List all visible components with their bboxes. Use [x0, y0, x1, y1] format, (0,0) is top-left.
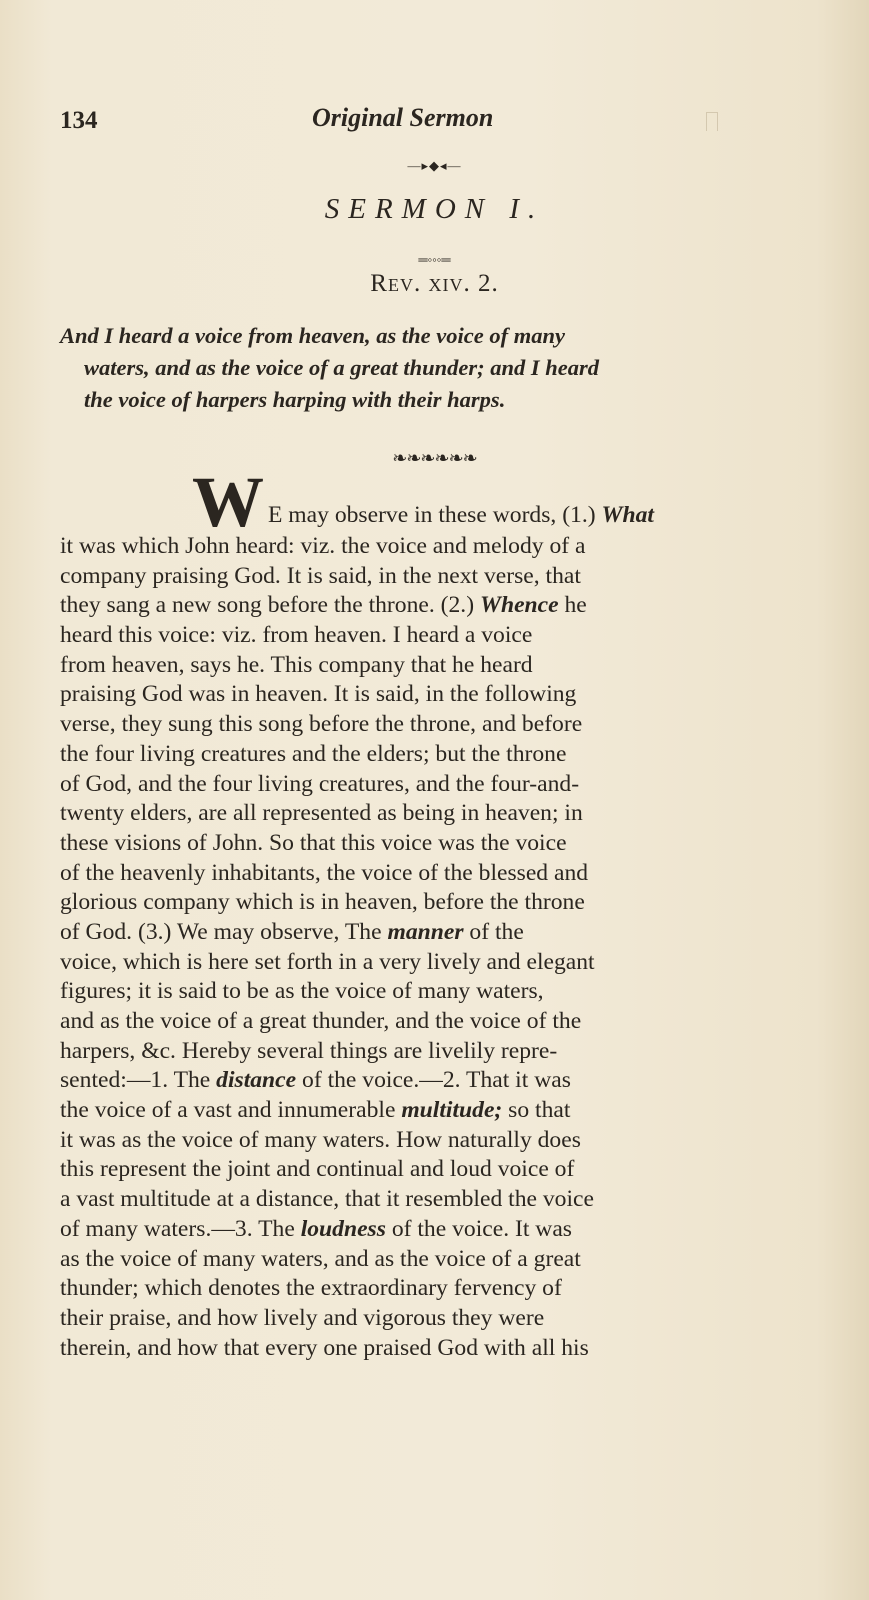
sermon-title: SERMON I. — [324, 193, 545, 225]
scripture-reference: Rev. xiv. 2. — [370, 270, 499, 297]
epigraph-line: waters, and as the voice of a great thunder; and I heard — [84, 355, 600, 380]
running-title: Original Sermon — [312, 103, 494, 132]
body-line: their praise, and how lively and vigorous they were — [60, 1304, 545, 1331]
paper-mark — [706, 112, 718, 131]
body-line-text: E may observe in these words, (1.) — [268, 502, 602, 528]
body-line: these visions of John. So that this voice was the voice — [60, 829, 567, 856]
body-line: twenty elders, are all represented as being in heaven; in — [60, 800, 583, 827]
body-line: this represent the joint and continual and loud voice of — [60, 1156, 575, 1183]
body-line-text: of God. (3.) We may observe, The — [60, 918, 388, 945]
body-line: thunder; which denotes the extraordinary fervency of — [60, 1275, 562, 1302]
body-line: verse, they sung this song before the throne, and before — [60, 711, 583, 738]
body-line-text: so that — [502, 1097, 571, 1124]
body-line-text: he — [558, 592, 587, 619]
body-line-text: the voice of a vast and innumerable — [60, 1097, 402, 1124]
fleuron-divider: ❧❧❧❧❧❧ — [392, 448, 477, 468]
body-line-text: of the voice. It was — [385, 1215, 572, 1242]
body-line: as the voice of many waters, and as the voice of a great — [60, 1245, 581, 1272]
running-head — [60, 103, 850, 143]
page-number: 134 — [60, 107, 98, 134]
body-line: of the heavenly inhabitants, the voice of the blessed and — [60, 859, 589, 886]
body-line-text: sented:—1. The — [60, 1067, 217, 1094]
body-line: voice, which is here set forth in a very lively and elegant — [60, 948, 595, 975]
italic-manner: manner — [387, 918, 464, 945]
body-line: it was as the voice of many waters. How naturally does — [60, 1126, 581, 1153]
ornamental-rule: ═◦◦◦═ — [418, 252, 451, 267]
body-line: company praising God. It is said, in the next verse, that — [60, 562, 581, 589]
body-line-text: of the — [463, 918, 524, 945]
body-line — [60, 1096, 800, 1126]
sermon-body — [60, 462, 800, 1363]
body-line — [60, 591, 800, 621]
italic-multitude: multitude; — [401, 1097, 503, 1124]
body-line-text: of many waters.—3. The — [60, 1215, 301, 1242]
body-line: a vast multitude at a distance, that it resembled the voice — [60, 1186, 594, 1213]
body-line: heard this voice: viz. from heaven. I heard a voice — [60, 622, 533, 649]
body-line: and as the voice of a great thunder, and the voice of the — [60, 1008, 582, 1034]
body-line: praising God was in heaven. It is said, in the following — [60, 681, 577, 708]
epigraph-line: And I heard a voice from heaven, as the voice of many — [60, 323, 565, 348]
body-line: the four living creatures and the elders; but the throne — [60, 740, 567, 767]
body-line: harpers, &c. Hereby several things are livelily repre- — [60, 1037, 558, 1064]
body-line — [60, 462, 800, 542]
body-line: glorious company which is in heaven, before the throne — [60, 889, 585, 916]
body-line-text: of the voice.—2. That it was — [296, 1067, 571, 1094]
body-line: of God, and the four living creatures, and the four-and- — [60, 770, 580, 797]
top-ornament: —▸◆◂— — [407, 158, 462, 173]
drop-cap: W — [192, 462, 264, 542]
body-line: from heaven, says he. This company that he heard — [60, 651, 533, 678]
body-line: it was which John heard: viz. the voice and melody of a — [60, 533, 586, 559]
scripture-epigraph — [60, 320, 850, 416]
body-line: therein, and how that every one praised God with all his — [60, 1334, 589, 1361]
body-line — [60, 1066, 800, 1096]
body-line-text: they sang a new song before the throne. (2.) — [60, 592, 480, 619]
body-line — [60, 918, 800, 948]
epigraph-line: the voice of harpers harping with their harps. — [84, 387, 506, 412]
italic-distance: distance — [216, 1067, 297, 1094]
italic-what: What — [601, 502, 654, 528]
italic-whence: Whence — [479, 592, 559, 619]
body-line — [60, 1215, 800, 1245]
body-line: figures; it is said to be as the voice of many waters, — [60, 978, 544, 1005]
italic-loudness: loudness — [300, 1215, 386, 1242]
